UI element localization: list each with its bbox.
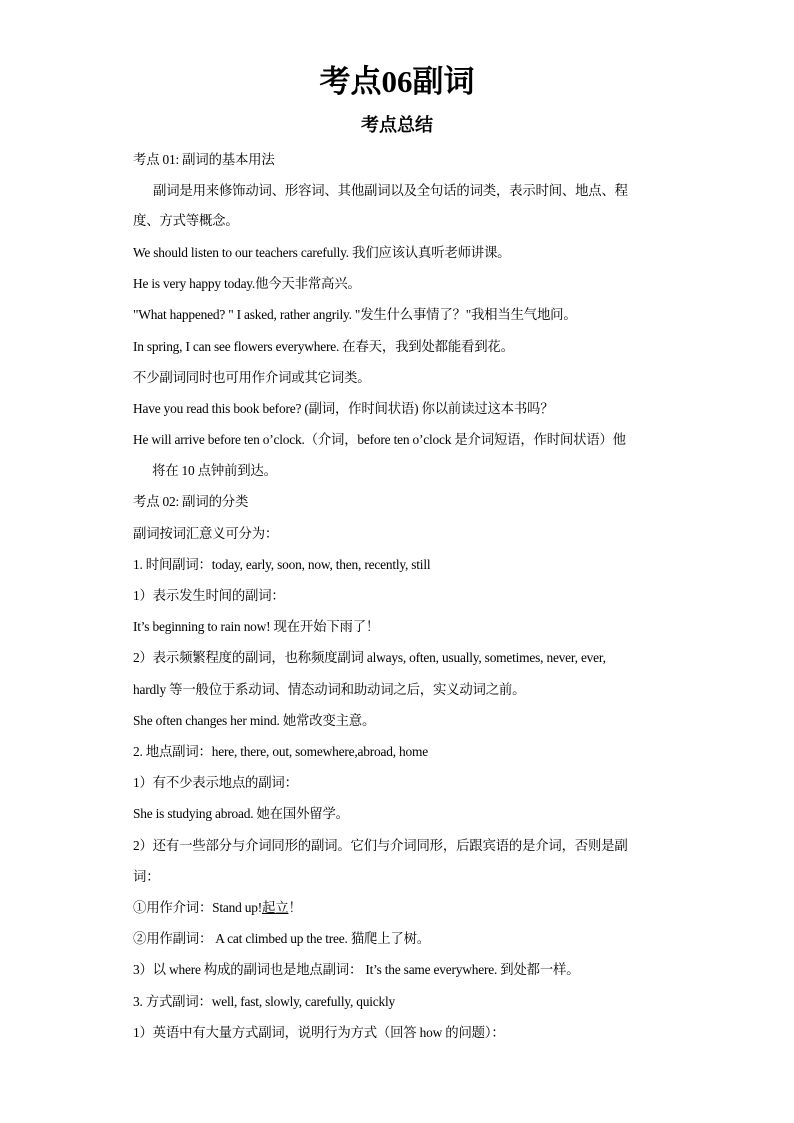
section-heading: 考点 01: 副词的基本用法 — [133, 152, 275, 167]
list-subitem: 1）有不少表示地点的副词： — [133, 775, 298, 790]
example-line: She is studying abroad. 她在国外留学。 — [133, 806, 349, 821]
example-line: 将在 10 点钟前到达。 — [152, 463, 277, 478]
example-line: He will arrive before ten o’clock.（介词，before ten o’clock 是介词短语，作时间状语）他 — [133, 432, 626, 447]
example-line — [133, 898, 663, 918]
list-subitem: 1）表示发生时间的副词： — [133, 588, 285, 603]
list-item: 3. 方式副词：well, fast, slowly, carefully, quickly — [133, 994, 396, 1009]
example-line: She often changes her mind. 她常改变主意。 — [133, 713, 376, 728]
example-line: In spring, I can see flowers everywhere. 在春天，我到处都能看到花。 — [133, 339, 514, 354]
example-line: ②用作副词： A cat climbed up the tree. 猫爬上了树。 — [133, 931, 430, 946]
document-subtitle: 考点总结 — [361, 115, 433, 135]
example-line: 3）以 where 构成的副词也是地点副词： It’s the same everywhere. 到处都一样。 — [133, 962, 580, 977]
example-line: It’s beginning to rain now! 现在开始下雨了！ — [133, 619, 380, 634]
paragraph-line: hardly 等一般位于系动词、情态动词和助动词之后，实义动词之前。 — [133, 682, 526, 697]
example-line: "What happened? " I asked, rather angrily. "发生什么事情了？"我相当生气地问。 — [133, 307, 577, 322]
paragraph-line: 副词按词汇意义可分为： — [133, 526, 279, 541]
paragraph-line: 副词是用来修饰动词、形容词、其他副词以及全句话的词类，表示时间、地点、程 — [153, 183, 628, 198]
paragraph-line: 词： — [133, 869, 160, 884]
list-item: 1. 时间副词：today, early, soon, now, then, recently, still — [133, 557, 431, 572]
example-line: Have you read this book before? (副词，作时间状语) 你以前读过这本书吗？ — [133, 401, 554, 416]
list-subitem: 2）表示频繁程度的副词，也称频度副词 always, often, usually, sometimes, never, ever, — [133, 650, 606, 665]
example-prefix: ①用作介词：Stand up! — [133, 900, 263, 915]
section-heading: 考点 02: 副词的分类 — [133, 494, 249, 509]
list-item: 2. 地点副词：here, there, out, somewhere,abroad, home — [133, 744, 428, 759]
underlined-word: 起立 — [262, 900, 289, 915]
example-line: We should listen to our teachers carefully. 我们应该认真听老师讲课。 — [133, 245, 511, 260]
list-subitem: 1）英语中有大量方式副词，说明行为方式（回答 how 的问题）： — [133, 1025, 505, 1040]
example-line: He is very happy today.他今天非常高兴。 — [133, 276, 361, 291]
paragraph-line: 度、方式等概念。 — [133, 213, 239, 228]
paragraph-line: 不少副词同时也可用作介词或其它词类。 — [133, 370, 371, 385]
example-suffix: ！ — [288, 900, 302, 915]
list-subitem: 2）还有一些部分与介词同形的副词。它们与介词同形，后跟宾语的是介词，否则是副 — [133, 838, 628, 853]
document-title: 考点06副词 — [319, 64, 475, 99]
